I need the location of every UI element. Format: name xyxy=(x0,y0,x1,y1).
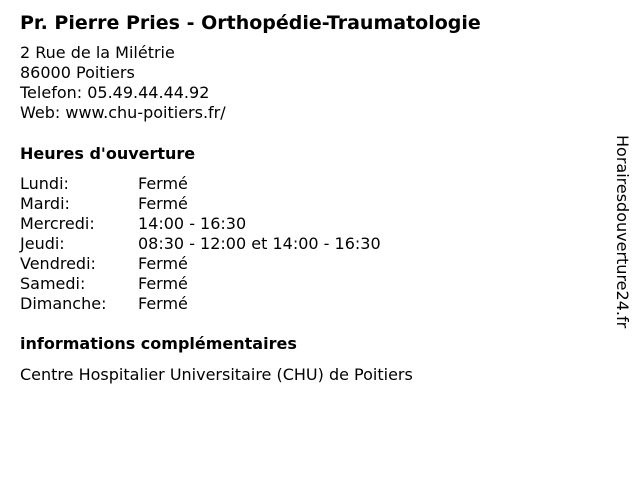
site-watermark: Horairesdouverture24.fr xyxy=(613,135,632,329)
page-title: Pr. Pierre Pries - Orthopédie-Traumatologie xyxy=(20,12,481,34)
hours-row-thursday xyxy=(20,234,381,254)
address-street: 2 Rue de la Milétrie xyxy=(20,43,175,62)
hours-row-saturday xyxy=(20,274,381,294)
address-city: 86000 Poitiers xyxy=(20,63,135,82)
hours-value: Fermé xyxy=(138,254,188,273)
opening-hours-heading: Heures d'ouverture xyxy=(20,144,196,163)
day-label: Jeudi: xyxy=(20,234,65,253)
hours-value: 14:00 - 16:30 xyxy=(138,214,247,233)
hours-row-tuesday xyxy=(20,194,381,214)
additional-info-text: Centre Hospitalier Universitaire (CHU) de Poitiers xyxy=(20,365,413,384)
day-label: Vendredi: xyxy=(20,254,96,273)
phone-number: Telefon: 05.49.44.44.92 xyxy=(20,83,210,102)
day-label: Lundi: xyxy=(20,174,69,193)
day-label: Mardi: xyxy=(20,194,70,213)
hours-row-monday xyxy=(20,174,381,194)
contact-block xyxy=(20,43,226,123)
website-link: Web: www.chu-poitiers.fr/ xyxy=(20,103,226,122)
hours-value: 08:30 - 12:00 et 14:00 - 16:30 xyxy=(138,234,381,253)
hours-value: Fermé xyxy=(138,294,188,313)
hours-row-wednesday xyxy=(20,214,381,234)
hours-value: Fermé xyxy=(138,174,188,193)
opening-hours-table xyxy=(20,174,381,314)
hours-row-friday xyxy=(20,254,381,274)
hours-row-sunday xyxy=(20,294,381,314)
additional-info-heading: informations complémentaires xyxy=(20,334,297,353)
day-label: Dimanche: xyxy=(20,294,107,313)
hours-value: Fermé xyxy=(138,194,188,213)
day-label: Samedi: xyxy=(20,274,86,293)
day-label: Mercredi: xyxy=(20,214,95,233)
hours-value: Fermé xyxy=(138,274,188,293)
